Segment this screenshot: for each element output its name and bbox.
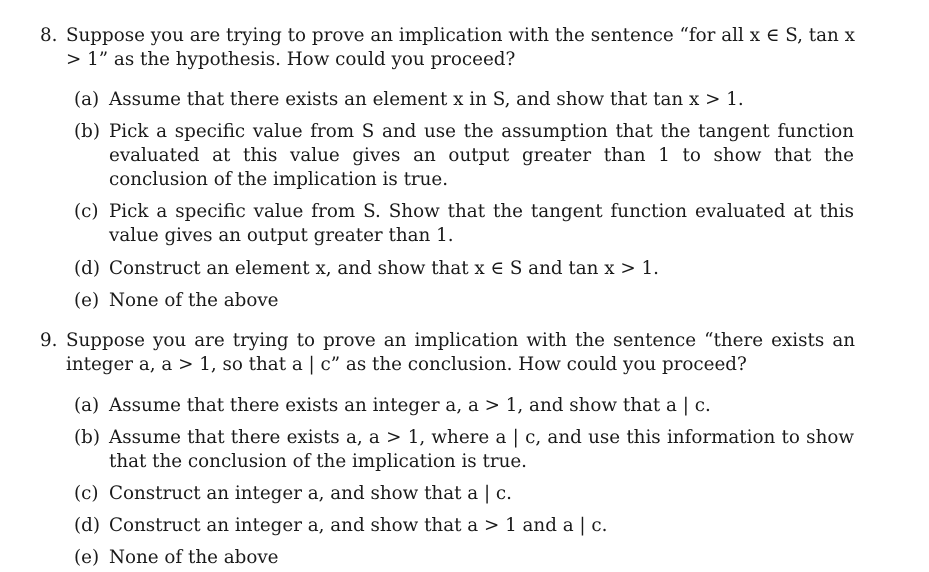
option-label: (c) — [74, 201, 99, 222]
option-label: (e) — [74, 290, 100, 311]
option-text: Construct an element x, and show that x ∈ S and tan x > 1. — [109, 258, 659, 279]
question-9-option-b — [74, 426, 854, 474]
option-label: (b) — [74, 427, 100, 448]
option-label: (d) — [74, 258, 100, 279]
option-label: (c) — [74, 483, 99, 504]
option-text: Assume that there exists an integer a, a > 1, and show that a | c. — [109, 395, 711, 416]
option-text: None of the above — [109, 547, 279, 568]
question-stem: Suppose you are trying to prove an implication with the sentence “for all x ∈ S, tan x > 1” as the hypothesis. How could you proceed? — [66, 25, 855, 70]
question-number: 9. — [40, 330, 58, 351]
question-9-option-e — [74, 546, 854, 570]
option-label: (a) — [74, 395, 100, 416]
question-8-option-a — [74, 88, 854, 112]
question-8-option-e — [74, 289, 854, 313]
question-number: 8. — [40, 25, 58, 46]
question-9-option-a — [74, 394, 854, 418]
question-9-option-d — [74, 514, 854, 538]
question-9-option-c — [74, 482, 854, 506]
option-text: Assume that there exists a, a > 1, where a | c, and use this information to show that the conclusion of the implication is true. — [109, 427, 854, 472]
option-text: Pick a specific value from S. Show that the tangent function evaluated at this value gives an output greater than 1. — [109, 201, 854, 246]
option-text: None of the above — [109, 290, 279, 311]
question-8-option-c — [74, 200, 854, 248]
question-8-option-b — [74, 120, 854, 192]
question-stem: Suppose you are trying to prove an implication with the sentence “there exists an integer a, a > 1, so that a | c” as the conclusion. How could you proceed? — [66, 330, 855, 375]
question-8 — [40, 24, 855, 72]
option-label: (a) — [74, 89, 100, 110]
option-label: (b) — [74, 121, 100, 142]
option-text: Pick a specific value from S and use the assumption that the tangent function evaluated at this value gives an output greater than 1 to show that the conclusion of the implication is true. — [109, 121, 854, 190]
option-text: Construct an integer a, and show that a | c. — [109, 483, 512, 504]
option-text: Construct an integer a, and show that a > 1 and a | c. — [109, 515, 608, 536]
option-label: (d) — [74, 515, 100, 536]
option-label: (e) — [74, 547, 100, 568]
question-8-option-d — [74, 257, 854, 281]
question-9 — [40, 329, 855, 377]
option-text: Assume that there exists an element x in S, and show that tan x > 1. — [109, 89, 744, 110]
